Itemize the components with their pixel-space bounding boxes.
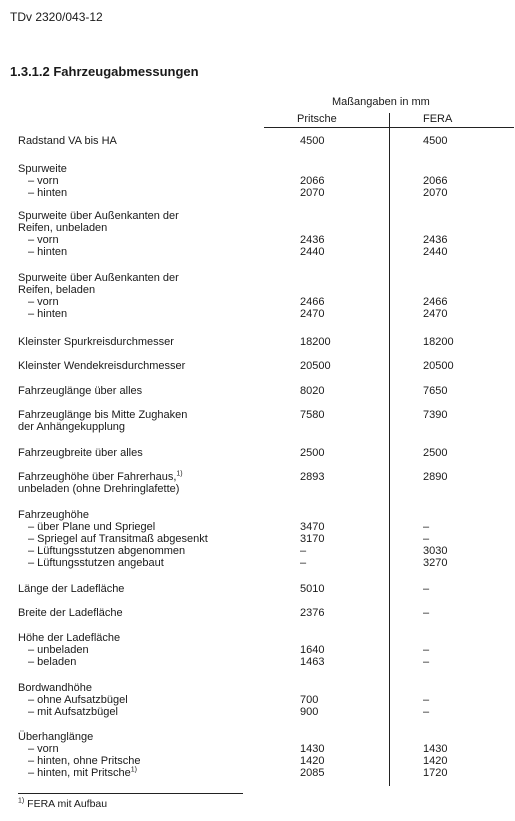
value-fera: –: [423, 607, 430, 619]
row-label: [18, 222, 107, 234]
row-label-text: Fahrzeuglänge bis Mitte Zughaken: [18, 409, 188, 421]
value-pritsche: 8020: [300, 385, 325, 397]
row-label-text: – vorn: [28, 743, 59, 755]
row-label: [18, 632, 120, 644]
row-label-text: Kleinster Wendekreisdurchmesser: [18, 360, 186, 372]
row-label-text: Länge der Ladefläche: [18, 583, 125, 595]
footnote-ref: 1): [130, 766, 137, 774]
value-pritsche: –: [300, 545, 307, 557]
row-label: [18, 284, 95, 296]
value-pritsche: 2376: [300, 607, 325, 619]
row-label-text: – unbeladen: [28, 644, 89, 656]
value-pritsche: 2470: [300, 308, 325, 320]
row-label-text: – mit Aufsatzbügel: [28, 706, 118, 718]
value-fera: 7390: [423, 409, 448, 421]
value-pritsche: 2440: [300, 246, 325, 258]
value-fera: –: [423, 521, 430, 533]
row-label: [18, 272, 179, 284]
value-pritsche: 7580: [300, 409, 325, 421]
row-label: [28, 557, 164, 569]
value-fera: 7650: [423, 385, 448, 397]
value-pritsche: 1640: [300, 644, 325, 656]
value-fera: 3030: [423, 545, 448, 557]
value-fera: –: [423, 583, 430, 595]
row-label: [28, 246, 67, 258]
row-label: [28, 694, 128, 706]
value-pritsche: 2466: [300, 296, 325, 308]
row-label: [18, 421, 125, 433]
row-label: [18, 135, 117, 147]
value-fera: 2440: [423, 246, 448, 258]
row-label-text: Höhe der Ladefläche: [18, 632, 121, 644]
row-label-text: Breite der Ladefläche: [18, 607, 123, 619]
row-label: [18, 583, 124, 595]
document-id: TDv 2320/043-12: [10, 10, 103, 24]
value-pritsche: 700: [300, 694, 319, 706]
footnote: [18, 798, 107, 810]
row-label-text: Fahrzeuglänge über alles: [18, 385, 143, 397]
value-fera: 2466: [423, 296, 448, 308]
value-fera: 2070: [423, 187, 448, 199]
row-label: [28, 755, 141, 767]
row-label: [28, 234, 59, 246]
value-fera: 2470: [423, 308, 448, 320]
value-fera: 18200: [423, 336, 454, 348]
value-fera: 2890: [423, 471, 448, 483]
row-label-text: Spurweite über Außenkanten der: [18, 210, 179, 222]
section-title: 1.3.1.2 Fahrzeugabmessungen: [10, 64, 199, 79]
footnote-ref: 1): [176, 470, 183, 478]
value-pritsche: 3470: [300, 521, 325, 533]
row-label: [18, 471, 183, 483]
value-pritsche: 2066: [300, 175, 325, 187]
column-divider: [389, 113, 390, 786]
row-label: [28, 296, 59, 308]
row-label-text: Spurweite über Außenkanten der: [18, 272, 179, 284]
value-fera: –: [423, 644, 430, 656]
value-fera: 1430: [423, 743, 448, 755]
row-label-text: – hinten: [28, 187, 68, 199]
column-header-fera: FERA: [423, 113, 453, 125]
row-label-text: – Spriegel auf Transitmaß abgesenkt: [28, 533, 208, 545]
value-fera: –: [423, 656, 430, 668]
row-label: [18, 731, 93, 743]
value-pritsche: 4500: [300, 135, 325, 147]
row-label-text: Radstand VA bis HA: [18, 135, 117, 147]
value-fera: 1420: [423, 755, 448, 767]
row-label: [28, 545, 185, 557]
value-fera: –: [423, 694, 430, 706]
row-label: [18, 409, 187, 421]
row-label-text: Reifen, unbeladen: [18, 222, 108, 234]
row-label: [18, 385, 142, 397]
row-label-text: – hinten, ohne Pritsche: [28, 755, 141, 767]
units-label: Maßangaben in mm: [332, 96, 430, 108]
value-fera: 1720: [423, 767, 448, 779]
row-label: [28, 644, 89, 656]
value-fera: –: [423, 706, 430, 718]
row-label-text: – vorn: [28, 296, 59, 308]
row-label-text: – Lüftungsstutzen abgenommen: [28, 545, 186, 557]
row-label: [28, 706, 118, 718]
row-label: [28, 521, 155, 533]
value-pritsche: –: [300, 557, 307, 569]
row-label: [18, 682, 92, 694]
value-pritsche: 2085: [300, 767, 325, 779]
row-label: [28, 743, 59, 755]
row-label: [18, 607, 123, 619]
row-label-text: – vorn: [28, 175, 59, 187]
row-label-text: – vorn: [28, 234, 59, 246]
row-label: [18, 447, 143, 459]
row-label: [18, 210, 179, 222]
row-label-text: – beladen: [28, 656, 77, 668]
value-pritsche: 2893: [300, 471, 325, 483]
value-pritsche: 3170: [300, 533, 325, 545]
row-label-text: unbeladen (ohne Drehringlafette): [18, 483, 180, 495]
row-label-text: – hinten: [28, 246, 68, 258]
row-label-text: – hinten: [28, 308, 68, 320]
value-fera: 20500: [423, 360, 454, 372]
value-pritsche: 20500: [300, 360, 331, 372]
row-label: [28, 308, 67, 320]
row-label-text: – Lüftungsstutzen angebaut: [28, 557, 164, 569]
row-label: [18, 509, 89, 521]
footnote-marker: 1): [18, 797, 25, 805]
row-label: [18, 336, 174, 348]
row-label-text: Überhanglänge: [18, 731, 94, 743]
value-pritsche: 2500: [300, 447, 325, 459]
value-pritsche: 1463: [300, 656, 325, 668]
value-fera: 3270: [423, 557, 448, 569]
row-label: [28, 767, 137, 779]
row-label: [18, 483, 179, 495]
row-label: [28, 187, 67, 199]
value-fera: 2436: [423, 234, 448, 246]
row-label-text: – über Plane und Spriegel: [28, 521, 156, 533]
row-label: [18, 163, 67, 175]
row-label: [28, 533, 208, 545]
row-label-text: der Anhängekupplung: [18, 421, 126, 433]
value-pritsche: 2070: [300, 187, 325, 199]
value-fera: 2500: [423, 447, 448, 459]
row-label-text: Kleinster Spurkreisdurchmesser: [18, 336, 174, 348]
row-label-text: – hinten, mit Pritsche: [28, 767, 131, 779]
value-fera: –: [423, 533, 430, 545]
row-label: [18, 360, 185, 372]
row-label-text: Reifen, beladen: [18, 284, 96, 296]
row-label: [28, 175, 59, 187]
footnote-rule: [18, 793, 243, 794]
row-label-text: – ohne Aufsatzbügel: [28, 694, 128, 706]
row-label: [28, 656, 76, 668]
footnote-text: FERA mit Aufbau: [27, 798, 108, 810]
row-label-text: Spurweite: [18, 163, 67, 175]
value-pritsche: 1420: [300, 755, 325, 767]
value-fera: 4500: [423, 135, 448, 147]
value-pritsche: 2436: [300, 234, 325, 246]
row-label-text: Bordwandhöhe: [18, 682, 93, 694]
value-pritsche: 5010: [300, 583, 325, 595]
row-label-text: Fahrzeughöhe: [18, 509, 89, 521]
value-pritsche: 1430: [300, 743, 325, 755]
row-label-text: Fahrzeughöhe über Fahrerhaus,: [18, 471, 177, 483]
column-header-pritsche: Pritsche: [297, 113, 337, 125]
value-pritsche: 900: [300, 706, 319, 718]
row-label-text: Fahrzeugbreite über alles: [18, 447, 143, 459]
value-pritsche: 18200: [300, 336, 331, 348]
value-fera: 2066: [423, 175, 448, 187]
